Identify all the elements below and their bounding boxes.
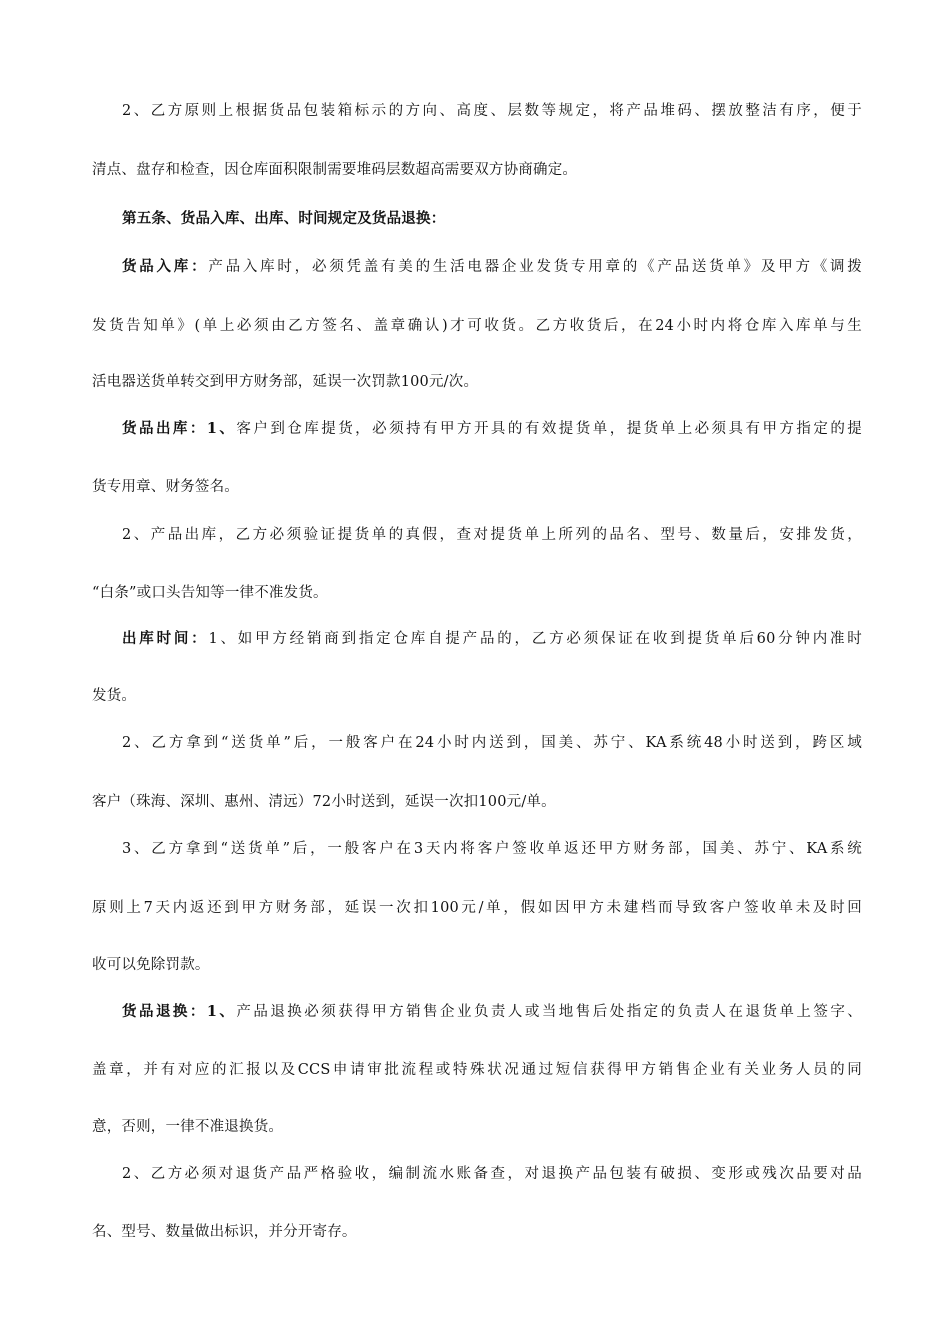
paragraph-line — [92, 372, 862, 392]
paragraph-line — [92, 1222, 862, 1242]
section-heading — [122, 209, 862, 229]
line-text: 1、如甲方经销商到指定仓库自提产品的，乙方必须保证在收到提货单后60分钟内准时 — [208, 631, 862, 647]
inline-label: 货品出库：1、 — [122, 420, 237, 437]
paragraph-line — [122, 257, 862, 277]
paragraph-line — [122, 629, 862, 649]
inline-label: 货品入库： — [122, 258, 209, 275]
paragraph-line — [92, 792, 862, 812]
line-text: 盖章，并有对应的汇报以及CCS申请审批流程或特殊状况通过短信获得甲方销售企业有关业务人员的同 — [92, 1062, 862, 1078]
line-text: “白条”或口头告知等一律不准发货。 — [92, 585, 328, 601]
line-text: 名、型号、数量做出标识，并分开寄存。 — [92, 1224, 357, 1240]
paragraph-line — [122, 525, 862, 545]
heading-text: 第五条、货品入库、出库、时间规定及货品退换： — [122, 210, 446, 227]
paragraph-line — [122, 1164, 862, 1184]
line-text: 客户到仓库提货，必须持有甲方开具的有效提货单，提货单上必须具有甲方指定的提 — [236, 421, 862, 437]
line-text: 发货告知单》(单上必须由乙方签名、盖章确认)才可收货。乙方收货后，在24小时内将仓库入库单与生 — [92, 318, 862, 334]
line-text: 2、乙方必须对退货产品严格验收，编制流水账备查，对退换产品包装有破损、变形或残次品要对品 — [122, 1166, 862, 1182]
paragraph-line — [92, 1117, 862, 1137]
line-text: 3、乙方拿到“送货单”后，一般客户在3天内将客户签收单返还甲方财务部，国美、苏宁、KA系统 — [122, 841, 862, 857]
line-text: 客户（珠海、深圳、惠州、清远）72小时送到，延误一次扣100元/单。 — [92, 794, 556, 810]
line-text: 产品退换必须获得甲方销售企业负责人或当地售后处指定的负责人在退货单上签字、 — [236, 1004, 862, 1020]
paragraph-line — [92, 955, 862, 975]
paragraph-line — [122, 101, 862, 121]
line-text: 2、乙方拿到“送货单”后，一般客户在24小时内送到，国美、苏宁、KA系统48小时送到，跨区域 — [122, 735, 862, 751]
line-text: 原则上7天内返还到甲方财务部，延误一次扣100元/单，假如因甲方未建档而导致客户签收单未及时回 — [92, 900, 862, 916]
paragraph-line — [92, 477, 862, 497]
line-text: 货专用章、财务签名。 — [92, 479, 239, 495]
paragraph-line — [92, 686, 862, 706]
paragraph-line — [122, 733, 862, 753]
inline-label: 货品退换：1、 — [122, 1003, 237, 1020]
paragraph-line — [92, 1060, 862, 1080]
line-text: 2、产品出库，乙方必须验证提货单的真假，查对提货单上所列的品名、型号、数量后，安排发货， — [122, 527, 862, 543]
line-text: 产品入库时，必须凭盖有美的生活电器企业发货专用章的《产品送货单》及甲方《调拨 — [208, 259, 862, 275]
paragraph-line — [122, 419, 862, 439]
paragraph-line — [122, 1002, 862, 1022]
inline-label: 出库时间： — [122, 630, 209, 647]
paragraph-line — [92, 583, 862, 603]
line-text: 意，否则，一律不准退换货。 — [92, 1119, 284, 1135]
line-text: 发货。 — [92, 688, 137, 704]
line-text: 清点、盘存和检查，因仓库面积限制需要堆码层数超高需要双方协商确定。 — [92, 162, 578, 178]
paragraph-line — [92, 160, 862, 180]
line-text: 2、乙方原则上根据货品包装箱标示的方向、高度、层数等规定，将产品堆码、摆放整洁有序，便于 — [122, 103, 862, 119]
paragraph-line — [122, 839, 862, 859]
line-text: 活电器送货单转交到甲方财务部，延误一次罚款100元/次。 — [92, 374, 479, 390]
line-text: 收可以免除罚款。 — [92, 957, 210, 973]
paragraph-line — [92, 316, 862, 336]
paragraph-line — [92, 898, 862, 918]
